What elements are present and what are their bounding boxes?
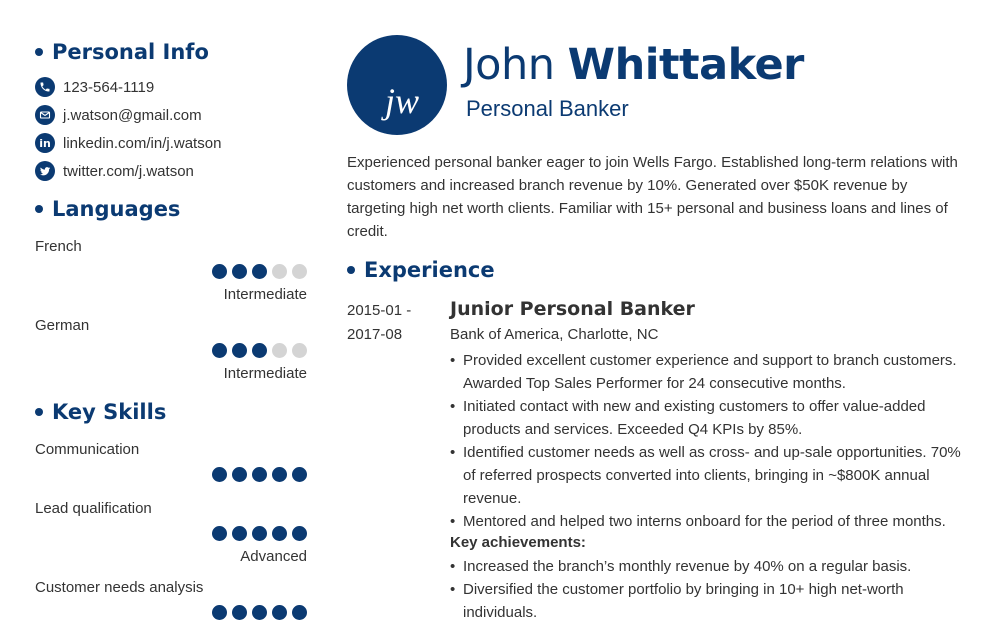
rating-dot-filled <box>212 467 227 482</box>
rating-dot-filled <box>252 467 267 482</box>
twitter-text[interactable]: twitter.com/j.watson <box>63 162 194 180</box>
achievements-title: Key achievements: <box>450 534 586 551</box>
job-date-end: 2017-08 <box>347 326 403 343</box>
list-item: • Mentored and helped two interns onboard for the period of three months. <box>450 510 965 533</box>
list-item: • Provided excellent customer experience and support to branch customers. Awarded Top Sales Performer for 24 consecutive months. <box>450 349 965 395</box>
language-level: Intermediate <box>223 286 307 303</box>
rating-dot-filled <box>232 264 247 279</box>
email-icon <box>35 105 55 125</box>
job-title: Personal Banker <box>466 96 629 121</box>
rating-dot-filled <box>252 264 267 279</box>
job-bullets <box>450 349 965 533</box>
rating-dot-filled <box>292 467 307 482</box>
job-date-start: 2015-01 - <box>347 302 412 319</box>
rating-dot-filled <box>232 343 247 358</box>
key-skills-title: Key Skills <box>52 400 167 424</box>
language-name: German <box>35 317 90 334</box>
rating-dots <box>212 605 307 620</box>
phone-text: 123-564-1119 <box>63 78 155 96</box>
contact-linkedin <box>35 132 221 154</box>
achievements-bullets <box>450 555 965 624</box>
rating-dot-filled <box>272 605 287 620</box>
rating-dot-filled <box>292 605 307 620</box>
job-dates <box>347 299 411 347</box>
rating-dot-filled <box>272 467 287 482</box>
twitter-icon <box>35 161 55 181</box>
rating-dot-filled <box>212 343 227 358</box>
list-item: • Initiated contact with new and existing customers to offer value-added products and services. Exceeded Q4 KPIs by 85%. <box>450 395 965 441</box>
avatar-initials: jw <box>385 81 420 121</box>
rating-dot-filled <box>212 605 227 620</box>
skill-name: Communication <box>35 441 140 458</box>
contact-twitter <box>35 160 194 182</box>
skill-level: Advanced <box>240 548 307 565</box>
languages-title: Languages <box>52 197 181 221</box>
heading-bullet <box>347 266 355 274</box>
rating-dot-filled <box>292 526 307 541</box>
rating-dots <box>212 526 307 541</box>
rating-dot-filled <box>252 526 267 541</box>
rating-dot-empty <box>272 343 287 358</box>
language-level: Intermediate <box>223 365 307 382</box>
phone-icon <box>35 77 55 97</box>
heading-bullet <box>35 205 43 213</box>
list-item: • Identified customer needs as well as cross- and up-sale opportunities. 70% of referred prospects converted into clients, bringing in ~$800K annual revenue. <box>450 441 965 510</box>
heading-bullet <box>35 408 43 416</box>
languages-heading <box>35 194 180 224</box>
rating-dot-filled <box>212 526 227 541</box>
skill-name: Lead qualification <box>35 500 152 517</box>
rating-dot-filled <box>252 605 267 620</box>
rating-dot-filled <box>212 264 227 279</box>
personal-info-heading <box>35 37 209 67</box>
contact-email <box>35 104 202 126</box>
contact-phone <box>35 76 154 98</box>
first-name: John <box>463 40 555 90</box>
rating-dot-empty <box>272 264 287 279</box>
list-item: • Increased the branch’s monthly revenue by 40% on a regular basis. <box>450 555 965 578</box>
rating-dots <box>212 467 307 482</box>
rating-dots <box>212 264 307 279</box>
rating-dots <box>212 343 307 358</box>
rating-dot-filled <box>272 526 287 541</box>
rating-dot-filled <box>252 343 267 358</box>
linkedin-icon: in <box>35 133 55 153</box>
email-text[interactable]: j.watson@gmail.com <box>63 106 202 124</box>
experience-title: Experience <box>364 258 495 282</box>
summary-text: Experienced personal banker eager to join Wells Fargo. Established long-term relations with customers and increased branch revenue by 10%. Generated over $50K revenue by targeting high net worth clients. Familiar with 15+ personal and business loans and lines of credit. <box>347 154 958 240</box>
full-name <box>463 40 804 90</box>
rating-dot-filled <box>232 605 247 620</box>
experience-heading <box>347 256 495 284</box>
rating-dot-filled <box>232 467 247 482</box>
linkedin-text[interactable]: linkedin.com/in/j.watson <box>63 134 222 152</box>
job-role: Junior Personal Banker <box>450 298 695 320</box>
list-item: • Diversified the customer portfolio by bringing in 10+ high net-worth individuals. <box>450 578 965 624</box>
last-name: Whittaker <box>567 40 804 90</box>
rating-dot-empty <box>292 343 307 358</box>
language-name: French <box>35 238 82 255</box>
key-skills-heading <box>35 397 166 427</box>
heading-bullet <box>35 48 43 56</box>
personal-info-title: Personal Info <box>52 40 209 64</box>
rating-dot-filled <box>232 526 247 541</box>
skill-name: Customer needs analysis <box>35 579 204 596</box>
rating-dot-empty <box>292 264 307 279</box>
job-company: Bank of America, Charlotte, NC <box>450 326 659 343</box>
avatar <box>347 35 447 135</box>
